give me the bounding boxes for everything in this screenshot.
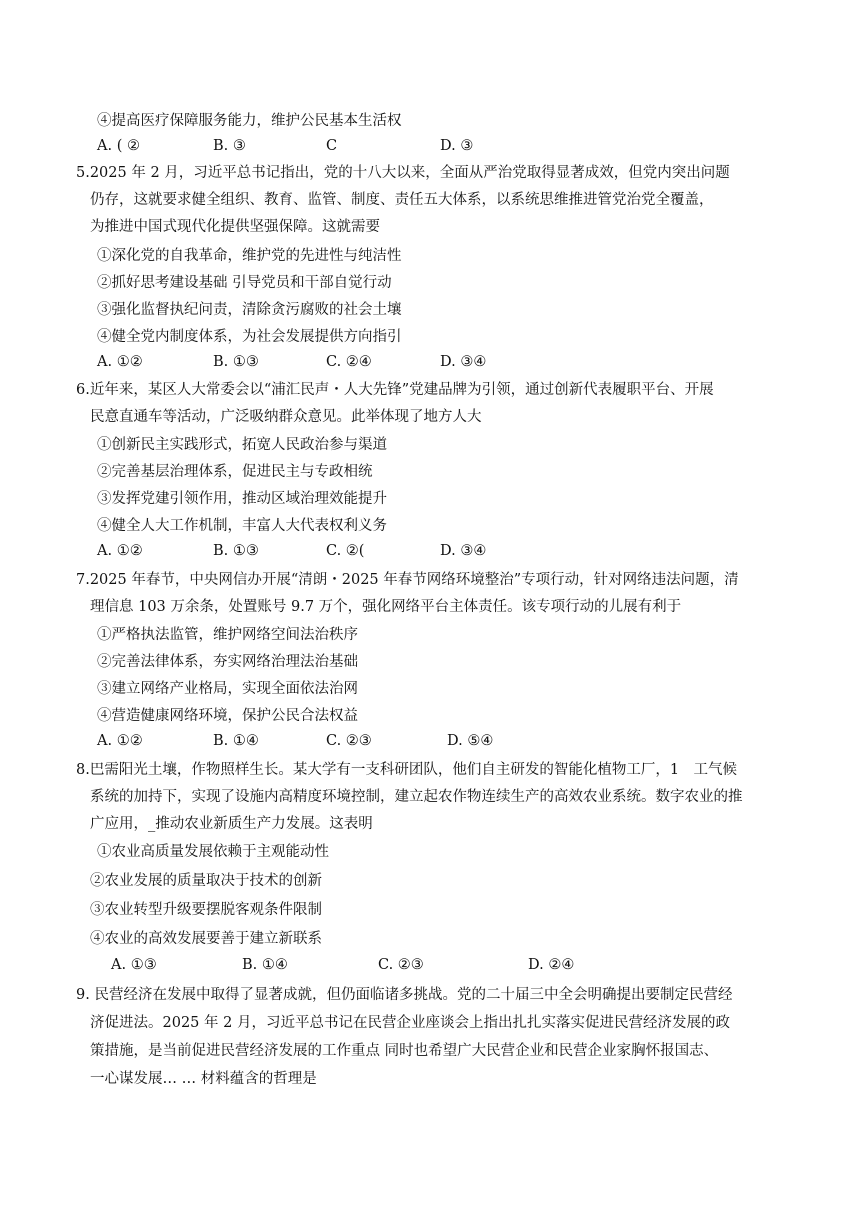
q7-stem-line-2: 理信息 103 万余条，处置账号 9.7 万个，强化网络平台主体责任。该专项行动的儿展有利于 (90, 599, 682, 615)
q7-answer-b[interactable]: B. ①④ (213, 733, 259, 749)
q7-option-3: ③建立网络产业格局，实现全面依法治网 (97, 681, 358, 697)
q8-option-1: ①农业高质量发展依赖于主观能动性 (97, 844, 329, 860)
q9-stem-line-1: 9. 民营经济在发展中取得了显著成就，但仍面临诸多挑战。党的二十届三中全会明确提出要制定民营经 (76, 987, 733, 1003)
q7-stem-line-1: 7.2025 年春节，中央网信办开展“清朗・2025 年春节网络环境整治”专项行动，针对网络违法问题，清 (76, 572, 739, 588)
q4-answer-b[interactable]: B. ③ (213, 138, 246, 154)
q6-option-4: ④健全人大工作机制，丰富人大代表权利义务 (97, 518, 387, 534)
q5-stem-line-2: 仍存，这就要求健全组织、教育、监管、制度、责任五大体系，以系统思维推进管党治党全覆盖， (90, 192, 714, 208)
q9-stem-line-3: 策措施，是当前促进民营经济发展的工作重点 同时也希望广大民营企业和民营企业家胸怀报国志、 (90, 1043, 719, 1059)
q5-option-2: ②抓好思考建设基础 引导党员和干部自觉行动 (97, 275, 392, 291)
q8-answer-d[interactable]: D. ②④ (528, 957, 575, 973)
q8-option-3: ③农业转型升级要摆脱客观条件限制 (90, 902, 322, 918)
q8-stem-line-1: 8.巴需阳光土壤，作物照样生长。某大学有一支科研团队，他们自主研发的智能化植物工厂，1 工气候 (76, 762, 738, 778)
q4-answer-a[interactable]: A. ( ② (97, 138, 140, 154)
q8-answer-b[interactable]: B. ①④ (242, 957, 288, 973)
q6-option-3: ③发挥党建引领作用，推动区域治理效能提升 (97, 491, 387, 507)
q5-stem-line-3: 为推进中国式现代化提供坚强保障。这就需要 (90, 219, 380, 235)
q9-stem-line-4: 一心谋发展… … 材料蕴含的哲理是 (90, 1071, 317, 1087)
q7-answer-d[interactable]: D. ⑤④ (447, 733, 494, 749)
q8-answer-a[interactable]: A. ①③ (111, 957, 157, 973)
q4-answer-c[interactable]: C (326, 138, 338, 154)
q7-answer-c[interactable]: C. ②③ (326, 733, 372, 749)
q7-option-2: ②完善法律体系，夯实网络治理法治基础 (97, 654, 358, 670)
q8-answer-c[interactable]: C. ②③ (378, 957, 424, 973)
q6-stem-line-1: 6.近年来，某区人大常委会以“浦汇民声・人大先锋”党建品牌为引领，通过创新代表履职平台、开展 (76, 382, 714, 398)
q6-answer-b[interactable]: B. ①③ (213, 543, 259, 559)
q8-option-2: ②农业发展的质量取决于技术的创新 (90, 873, 322, 889)
q6-answer-c[interactable]: C. ②( (326, 543, 365, 559)
q6-answer-a[interactable]: A. ①② (97, 543, 143, 559)
q5-stem-line-1: 5.2025 年 2 月，习近平总书记指出，党的十八大以来，全面从严治党取得显著成效，但党内突出问题 (76, 165, 730, 181)
q6-answer-d[interactable]: D. ③④ (440, 543, 487, 559)
q7-option-1: ①严格执法监管，维护网络空间法治秩序 (97, 627, 358, 643)
q6-stem-line-2: 民意直通车等活动，广泛吸纳群众意见。此举体现了地方人大 (90, 409, 482, 425)
q5-answer-a[interactable]: A. ①② (97, 354, 143, 370)
q8-stem-line-3: 广应用，_推动农业新质生产力发展。这表明 (90, 816, 373, 832)
q5-answer-d[interactable]: D. ③④ (440, 354, 487, 370)
q6-option-2: ②完善基层治理体系，促进民主与专政相统 (97, 464, 373, 480)
q4-option-4: ④提高医疗保障服务能力，维护公民基本生活权 (97, 113, 402, 129)
q9-stem-line-2: 济促进法。2025 年 2 月，习近平总书记在民营企业座谈会上指出扎扎实落实促进民营经济发展的政 (90, 1015, 730, 1031)
q8-stem-line-2: 系统的加持下，实现了设施内高精度环境控制，建立起农作物连续生产的高效农业系统。数字农业的推 (90, 789, 743, 805)
q5-answer-c[interactable]: C. ②④ (326, 354, 372, 370)
q4-answer-d[interactable]: D. ③ (440, 138, 474, 154)
q5-option-3: ③强化监督执纪问责，清除贪污腐败的社会土壤 (97, 302, 402, 318)
q5-option-1: ①深化党的自我革命，维护党的先进性与纯洁性 (97, 248, 402, 264)
q7-option-4: ④营造健康网络环境，保护公民合法权益 (97, 708, 358, 724)
q5-answer-b[interactable]: B. ①③ (213, 354, 259, 370)
q7-answer-a[interactable]: A. ①② (97, 733, 143, 749)
q6-option-1: ①创新民主实践形式，拓宽人民政治参与渠道 (97, 437, 387, 453)
q8-option-4: ④农业的高效发展要善于建立新联系 (90, 931, 322, 947)
q5-option-4: ④健全党内制度体系，为社会发展提供方向指引 (97, 329, 402, 345)
